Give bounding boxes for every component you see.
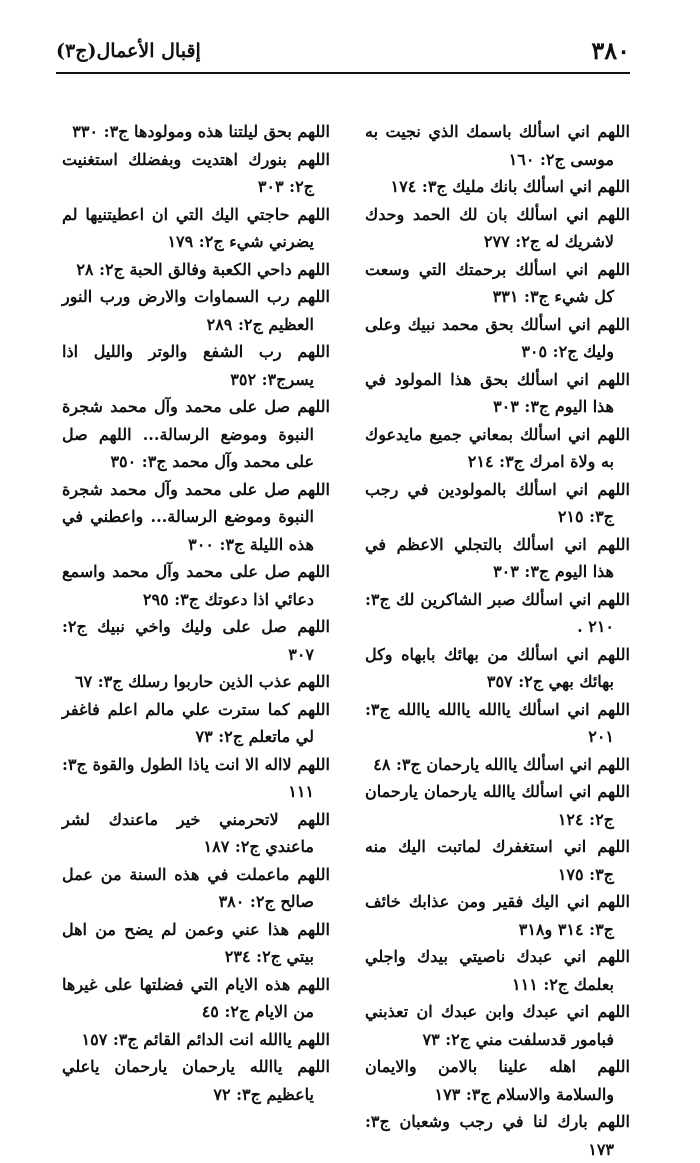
index-entry: اللهم هذا عني وعمن لم يضح من اهل بيتي ج٢: ٢٣٤ (62, 919, 330, 966)
index-entry: اللهم اني اسألك بالتجلي الاعظم في هذا اليوم ج٣: ٣٠٣ (365, 534, 630, 581)
index-entry: اللهم رب الشفع والوتر والليل اذا يسرج٣: ٣٥٢ (62, 342, 330, 389)
index-entry: اللهم ياالله انت الدائم القائم ج٣: ١٥٧ (81, 1029, 330, 1049)
index-entry: اللهم اني اسألك ياالله يارحمان يارحمان ج٢: ١٢٤ (365, 782, 630, 829)
index-entry: اللهم حاجتي اليك التي ان اعطيتنيها لم يضرني شيء ج٢: ١٧٩ (62, 204, 330, 251)
index-entry: اللهم داحي الكعبة وفالق الحبة ج٢: ٢٨ (76, 259, 330, 279)
index-entry: اللهم بارك لنا في رجب وشعبان ج٣: ١٧٣ (365, 1112, 630, 1159)
index-column-right (365, 118, 630, 1163)
index-entry: اللهم اني عبدك وابن عبدك ان تعذبني فبامور قدسلفت مني ج٢: ٧٣ (365, 1002, 630, 1049)
index-entry: اللهم اني اسألك من بهائك بابهاه وكل بهائك بهي ج٢: ٣٥٧ (365, 644, 630, 691)
index-entry: اللهم اني اسألك بحق محمد نبيك وعلى وليك ج٢: ٣٠٥ (365, 314, 630, 361)
index-entry: اللهم كما سترت علي مالم اعلم فاغفر لي ماتعلم ج٢: ٧٣ (62, 699, 330, 746)
header-rule (56, 72, 630, 74)
index-entry: اللهم اني اسألك ياالله يارحمان ج٣: ٤٨ (373, 754, 630, 774)
index-entry: اللهم صل على محمد وآل محمد شجرة النبوة وموضع الرسالة... اللهم صل على محمد وآل محمد ج٣: ٣٥٠ (62, 397, 330, 471)
index-entry: اللهم اني اسألك بان لك الحمد وحدك لاشريك له ج٢: ٢٧٧ (365, 204, 630, 251)
running-title: إقبال الأعمال(ج٣) (56, 40, 201, 62)
index-entry: اللهم رب السماوات والارض ورب النور العظيم ج٢: ٢٨٩ (62, 287, 330, 334)
index-entry: اللهم اني اسألك بمعاني جميع مايدعوك به ولاة امرك ج٣: ٢١٤ (365, 424, 630, 471)
index-entry: اللهم لاتحرمني خير ماعندك لشر ماعندي ج٢: ١٨٧ (62, 809, 330, 856)
index-entry: اللهم هذه الايام التي فضلتها على غيرها من الايام ج٢: ٤٥ (62, 974, 330, 1021)
index-entry: اللهم عذب الذين حاربوا رسلك ج٣: ٦٧ (74, 672, 330, 691)
index-entry: اللهم اني اسألك باسمك الذي نجيت به موسى ج٢: ١٦٠ (365, 122, 630, 169)
index-entry: اللهم صل على وليك واخي نبيك ج٢: ٣٠٧ (62, 617, 330, 664)
index-entry: اللهم اني عبدك ناصيتي بيدك واجلي بعلمك ج٢: ١١١ (365, 947, 630, 994)
page-header (56, 34, 630, 70)
index-entry: اللهم اني استغفرك لماتبت اليك منه ج٣: ١٧٥ (365, 837, 630, 884)
index-entry: اللهم بنورك اهتديت وبفضلك استغنيت ج٢: ٣٠٣ (62, 149, 330, 196)
index-entry: اللهم بحق ليلتنا هذه ومولودها ج٣: ٣٣٠ (72, 122, 330, 141)
index-column-left (62, 118, 330, 1108)
index-entry: اللهم ماعملت في هذه السنة من عمل صالح ج٢: ٣٨٠ (62, 864, 330, 911)
index-entry: اللهم ياالله يارحمان يارحمان ياعلي ياعظيم ج٣: ٧٢ (62, 1057, 330, 1104)
index-entry: اللهم اني اليك فقير ومن عذابك خائف ج٣: ٣١٤ و٣١٨ (365, 892, 630, 939)
index-entry: اللهم صل على محمد وآل محمد شجرة النبوة وموضع الرسالة... واعطني في هذه الليلة ج٣: ٣٠٠ (62, 479, 330, 554)
index-entry: اللهم اني اسألك بانك مليك ج٣: ١٧٤ (390, 177, 630, 196)
index-entry: اللهم اني اسألك بالمولودين في رجب ج٣: ٢١٥ (365, 479, 630, 526)
page-number: ٣٨٠ (591, 36, 630, 65)
index-entry: اللهم اني اسألك برحمتك التي وسعت كل شيء ج٣: ٣٣١ (365, 259, 630, 306)
index-entry: اللهم لااله الا انت ياذا الطول والقوة ج٣: ١١١ (62, 754, 330, 801)
index-entry: اللهم اني اسألك صبر الشاكرين لك ج٣: ٢١٠ . (365, 589, 630, 636)
index-entry: اللهم صل على محمد وآل محمد واسمع دعائي اذا دعوتك ج٣: ٢٩٥ (62, 562, 330, 609)
index-entry: اللهم اني اسألك ياالله ياالله ياالله ج٣: ٢٠١ (365, 699, 630, 746)
index-entry: اللهم اني اسألك بحق هذا المولود في هذا اليوم ج٣: ٣٠٣ (365, 369, 630, 416)
index-entry: اللهم اهله علينا بالامن والايمان والسلامة والاسلام ج٣: ١٧٣ (365, 1057, 630, 1104)
